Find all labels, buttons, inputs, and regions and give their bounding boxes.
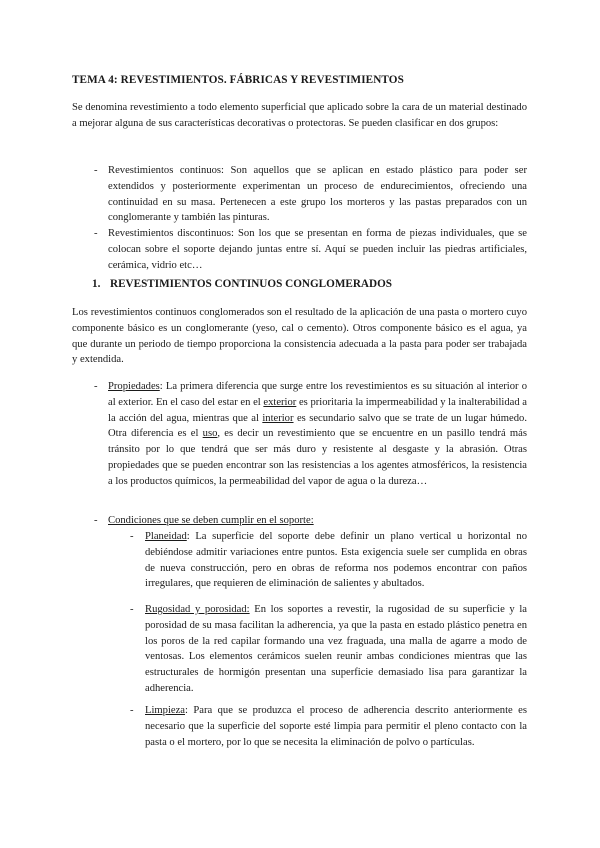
list-item-discontinuous: Revestimientos discontinuos: Son los que se presentan en forma de piezas individuales, que se colocan sobre el soporte dejando juntas entre sí. Aquí se pueden incluir las piedras artificiales, cerámica, vidrio etc… [108,228,527,271]
document-title: TEMA 4: REVESTIMIENTOS. FÁBRICAS Y REVESTIMIENTOS [72,74,404,86]
properties-item: Propiedades: La primera diferencia que surge entre los revestimientos es su situación al interior o al exterior. En el caso del estar en el exterior es prioritaria la impermeabilidad y la inalterabilidad a la acción del agua, mientras que al interior es secundario salvo que se trate de un lugar húmedo. Otra diferencia es el uso, es decir un revestimiento que se encuentre en un pasillo tendrá más tránsito por lo que tendrá que ser más duro y resistente al desgaste y la abrasión. Otras propiedades que se pueden encontrar son las resistencias a los agentes atmosféricos, la resistencia a los productos químicos, la permeabilidad del vapor de agua o la dureza… [108,381,527,487]
section-title: REVESTIMIENTOS CONTINUOS CONGLOMERADOS [110,278,393,290]
sub-list-bullet: - [130,604,134,615]
sub-list-bullet: - [130,705,134,716]
list-item-continuous: Revestimientos continuos: Son aquellos que se aplican en estado plástico para poder ser extendidos y posteriormente experimentan un proceso de endurecimientos, ofreciendo una continuidad en su masa. Pertenecen a este grupo los morteros y las pastas preparados con un conglomerante y también las pinturas. [108,165,527,224]
keyword-uso: uso [202,428,218,440]
list-bullet: - [94,228,98,239]
intro-paragraph: Se denomina revestimiento a todo elemento superficial que aplicado sobre la cara de un material destinado a mejorar alguna de sus características decorativas o protectoras. Se pueden clasificar en dos grupos: [72,102,527,129]
condition-item-rugosidad: Rugosidad y porosidad: En los soportes a revestir, la rugosidad de su superficie y la porosidad de su masa facilitan la adherencia, ya que la pasta en estado plástico penetra en los poros de la red capilar formando una vez fraguada, una malla de agarre a modo de ventosas. Los elementos cerámicos suelen reunir ambas condiciones mientras que las estructurales de hormigón presentan una superficie demasiado lisa para garantizar la adherencia. [145,604,527,694]
condition-label: Planeidad [145,531,187,542]
conditions-label: Condiciones que se deben cumplir en el soporte: [108,515,314,526]
section-paragraph: Los revestimientos continuos conglomerados son el resultado de la aplicación de una pasta o mortero cuyo componente básico es un conglomerante (yeso, cal o cemento). Otros componente básico es el agua, ya que durante un periodo de tiempo proporciona la consistencia adecuada a la pasta para poder ser trabajada y extendida. [72,307,527,366]
condition-label: Rugosidad y porosidad: [145,604,250,615]
conditions-heading [108,513,527,529]
condition-label: Limpieza [145,705,186,716]
keyword-interior: interior [262,412,294,424]
condition-item-limpieza: Limpieza: Para que se produzca el proceso de adherencia descrito anteriormente es necesario que la superficie del soporte esté limpia para permitir el pleno contacto con la pasta o el mortero, por lo que se necesita la eliminación de polvo o partículas. [145,705,527,748]
list-bullet: - [94,381,98,392]
sub-list-bullet: - [130,531,134,542]
properties-label: Propiedades [108,381,160,392]
section-number: 1. [92,278,101,290]
condition-item-planeidad: Planeidad: La superficie del soporte debe definir un plano vertical u horizontal no debiéndose admitir variaciones entre puntos. Esta exigencia suele ser cumplida en obras de nueva construcción, pero en obras de reforma nos podemos encontrar con paños irregulares, que requieren de eliminación de salientes y abultados. [145,531,527,590]
list-bullet: - [94,515,98,526]
keyword-exterior: exterior [263,396,297,408]
list-bullet: - [94,165,98,176]
